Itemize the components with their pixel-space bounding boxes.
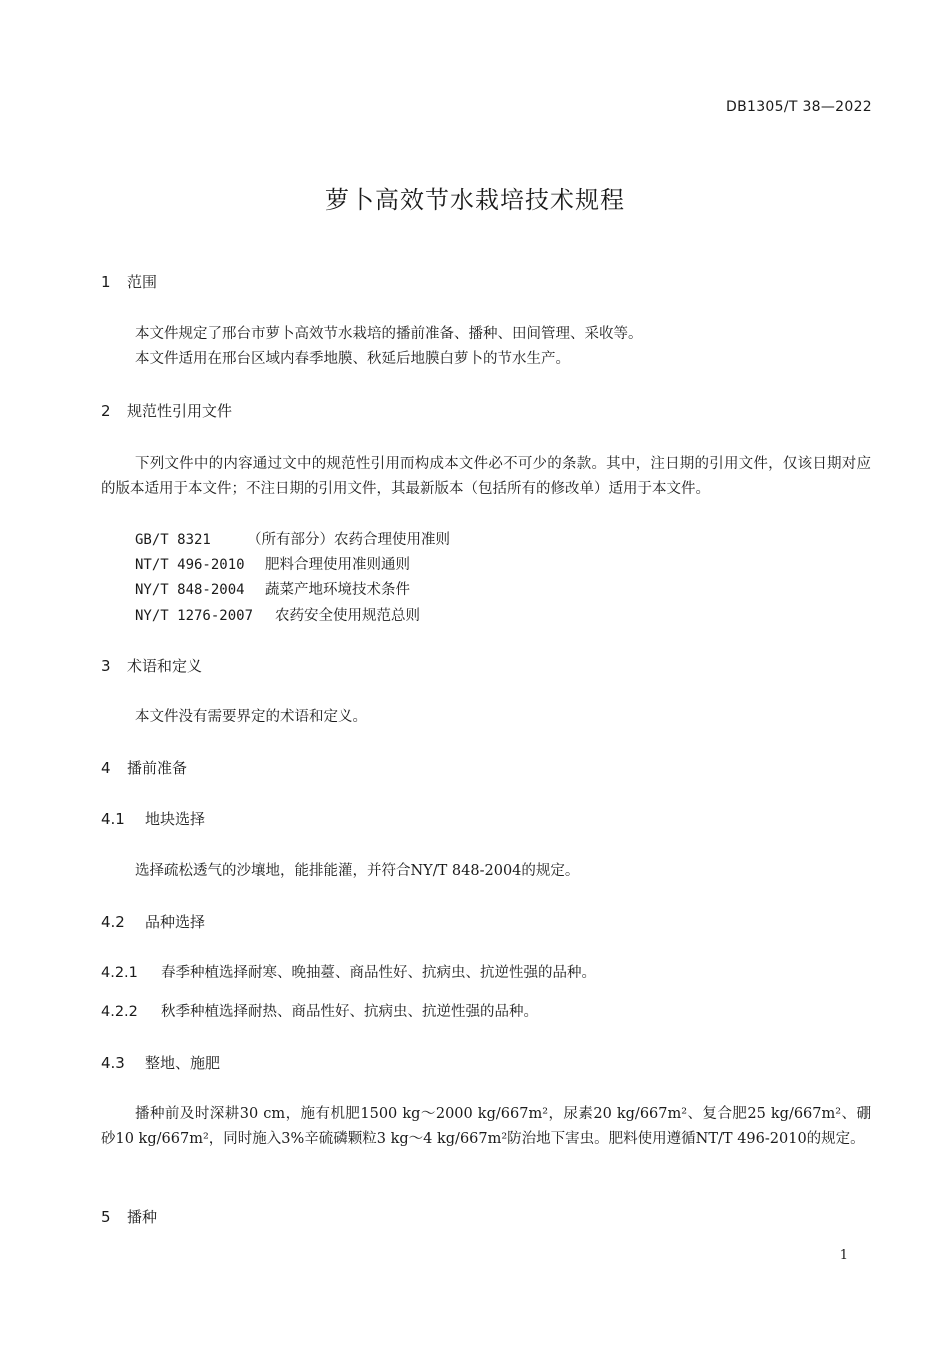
clause-number: 4.2.1	[101, 965, 138, 981]
section-3-heading	[101, 655, 202, 676]
section-4-3-heading	[101, 1052, 220, 1073]
reference-code: NY/T 848-2004	[135, 582, 245, 598]
section-1-paragraph-2: 本文件适用在邢台区域内春季地膜、秋延后地膜白萝卜的节水生产。	[135, 351, 570, 367]
section-number: 4.2	[101, 913, 125, 931]
section-title: 品种选择	[145, 913, 206, 931]
section-2-heading	[101, 400, 232, 421]
section-1-paragraph-1: 本文件规定了邢台市萝卜高效节水栽培的播前准备、播种、田间管理、采收等。	[135, 326, 643, 342]
section-1-heading	[101, 271, 157, 292]
clause-text: 秋季种植选择耐热、商品性好、抗病虫、抗逆性强的品种。	[161, 1004, 538, 1020]
reference-item	[135, 604, 420, 625]
document-title: 萝卜高效节水栽培技术规程	[325, 186, 625, 214]
reference-item	[135, 578, 410, 599]
section-title: 播种	[127, 1208, 158, 1226]
section-4-1-paragraph: 选择疏松透气的沙壤地，能排能灌，并符合NY/T 848-2004的规定。	[135, 863, 580, 879]
reference-item	[135, 528, 450, 549]
section-4-heading	[101, 757, 187, 778]
page-number: 1	[839, 1248, 848, 1263]
reference-code: NY/T 1276-2007	[135, 608, 254, 624]
section-number: 3	[101, 657, 111, 675]
section-4-3-paragraph: 播种前及时深耕30 cm，施有机肥1500 kg～2000 kg/667m²，尿素20 kg/667m²、复合肥25 kg/667m²、硼砂10 kg/667m²，同时施入3%辛硫磷颗粒3 kg～4 kg/667m²防治地下害虫。肥料使用遵循NT/T 496-2010的规定。	[101, 1106, 871, 1147]
section-number: 5	[101, 1208, 111, 1226]
section-title: 术语和定义	[127, 657, 203, 675]
section-title: 范围	[127, 273, 158, 291]
reference-name: 农药安全使用规范总则	[275, 608, 420, 624]
section-4-2-heading	[101, 911, 205, 932]
reference-name: 肥料合理使用准则通则	[265, 557, 410, 573]
section-2-paragraph-1: 下列文件中的内容通过文中的规范性引用而构成本文件必不可少的条款。其中，注日期的引用文件，仅该日期对应的版本适用于本文件；不注日期的引用文件，其最新版本（包括所有的修改单）适用于本文件。	[101, 456, 871, 497]
section-number: 1	[101, 273, 111, 291]
reference-code: GB/T 8321	[135, 532, 211, 548]
section-title: 地块选择	[145, 810, 206, 828]
clause-number: 4.2.2	[101, 1004, 138, 1020]
clause-text: 春季种植选择耐寒、晚抽薹、商品性好、抗病虫、抗逆性强的品种。	[161, 965, 596, 981]
section-5-heading	[101, 1206, 157, 1227]
section-title: 规范性引用文件	[127, 402, 233, 420]
section-number: 4.1	[101, 810, 125, 828]
section-title: 播前准备	[127, 759, 188, 777]
reference-item	[135, 553, 410, 574]
clause-4-2-1	[101, 961, 596, 982]
section-4-1-heading	[101, 808, 205, 829]
section-number: 4.3	[101, 1054, 125, 1072]
reference-name: 蔬菜产地环境技术条件	[265, 582, 410, 598]
reference-name: （所有部分）农药合理使用准则	[247, 532, 450, 548]
clause-4-2-2	[101, 1000, 538, 1021]
reference-code: NT/T 496-2010	[135, 557, 245, 573]
section-title: 整地、施肥	[145, 1054, 221, 1072]
document-code: DB1305/T 38—2022	[726, 99, 872, 115]
section-number: 4	[101, 759, 111, 777]
section-3-paragraph-1: 本文件没有需要界定的术语和定义。	[135, 709, 367, 725]
section-number: 2	[101, 402, 111, 420]
